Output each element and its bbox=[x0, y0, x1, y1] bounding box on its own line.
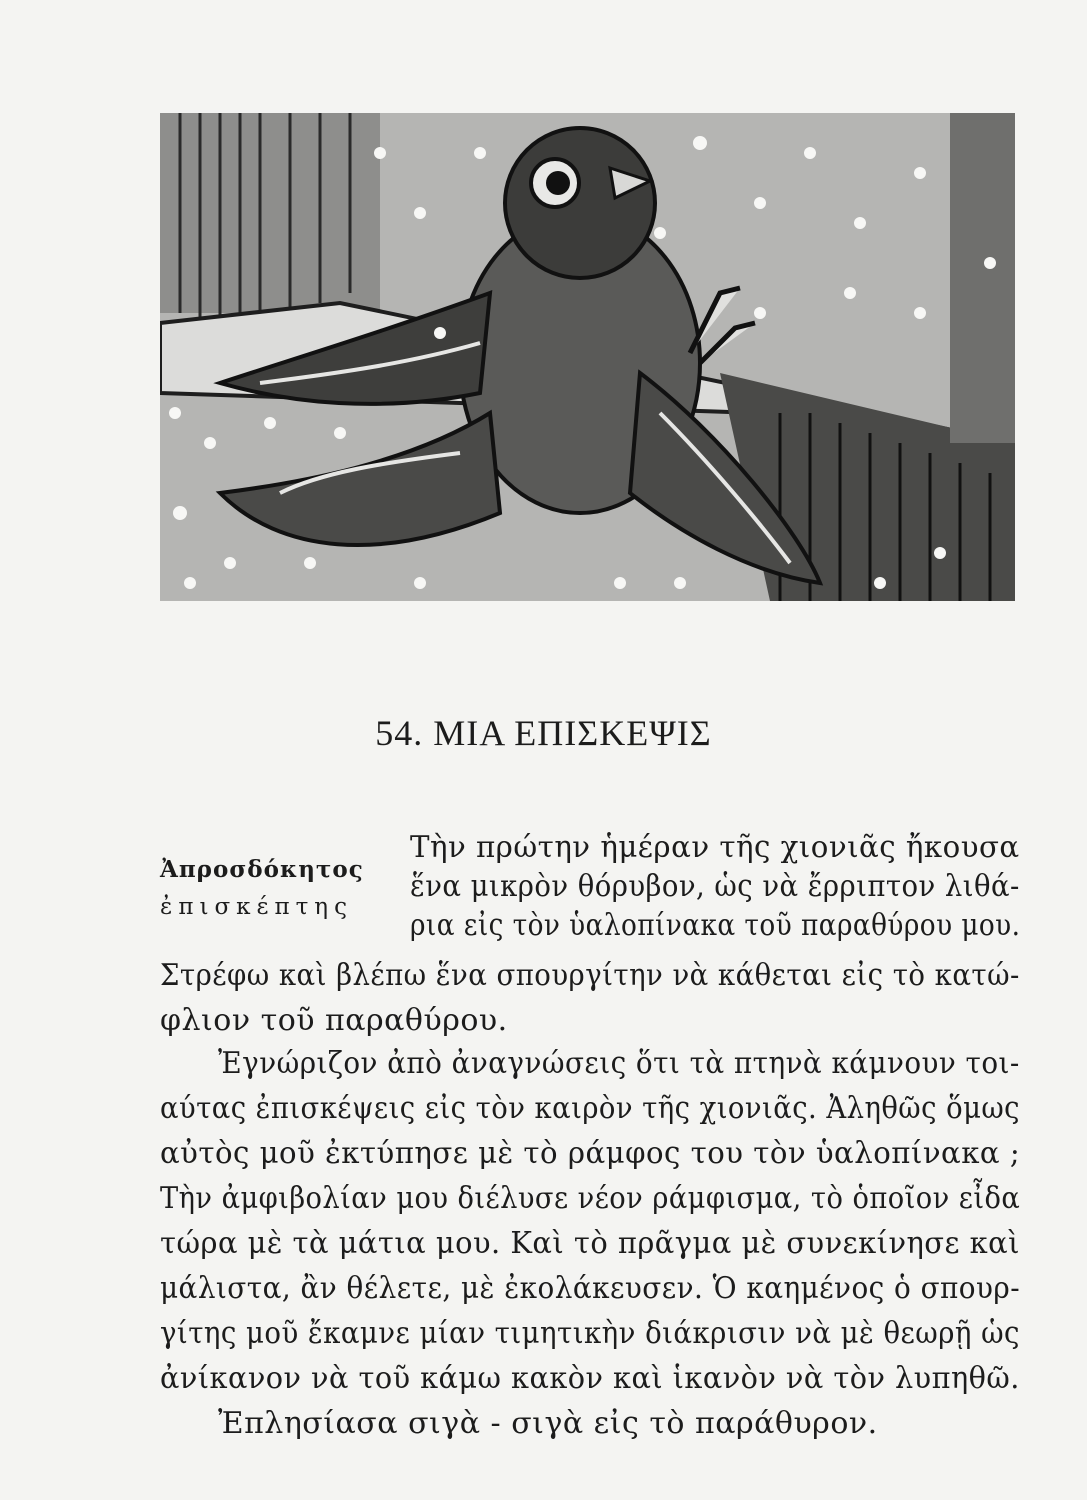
sparrow-in-snow-icon bbox=[160, 113, 1015, 601]
margin-note-line-2: ἐπισκέπτης bbox=[160, 894, 353, 920]
chapter-title: 54. ΜΙΑ ΕΠΙΣΚΕΨΙΣ bbox=[375, 713, 712, 753]
text-line: ἕνα μικρὸν θόρυβον, ὡς νὰ ἔρριπτον λιθά- bbox=[410, 869, 1020, 904]
text-line: ρια εἰς τὸν ὑαλοπίνακα τοῦ παραθύρου μου. bbox=[410, 908, 1021, 943]
sparrow-illustration bbox=[160, 113, 1015, 601]
text-line: τώρα μὲ τὰ μάτια μου. Καὶ τὸ πρᾶγμα μὲ συνεκίνησε καὶ bbox=[160, 1226, 1020, 1261]
text-line: αὐτὸς μοῦ ἐκτύπησε μὲ τὸ ράμφος του τὸν ὑαλοπίνακα ; bbox=[160, 1136, 1021, 1171]
margin-note-line-1: Ἀπροσδόκητος bbox=[160, 856, 364, 883]
text-line: Τὴν ἀμφιβολίαν μου διέλυσε νέον ράμφισμα, τὸ ὁποῖον εἶδα bbox=[160, 1181, 1021, 1216]
text-line: Ἐγνώριζον ἀπὸ ἀναγνώσεις ὅτι τὰ πτηνὰ κάμνουν τοι- bbox=[218, 1046, 1020, 1081]
text-line: μάλιστα, ἂν θέλετε, μὲ ἐκολάκευσεν. Ὁ καημένος ὁ σπουρ- bbox=[160, 1271, 1021, 1306]
text-line: φλιον τοῦ παραθύρου. bbox=[160, 1003, 508, 1038]
text-line: γίτης μοῦ ἔκαμνε μίαν τιμητικὴν διάκρισιν νὰ μὲ θεωρῇ ὡς bbox=[160, 1316, 1020, 1351]
text-line: ἀνίκανον νὰ τοῦ κάμω κακὸν καὶ ἱκανὸν νὰ τὸν λυπηθῶ. bbox=[160, 1361, 1020, 1396]
text-line: Στρέφω καὶ βλέπω ἕνα σπουργίτην νὰ κάθεται εἰς τὸ κατώ- bbox=[160, 958, 1020, 993]
text-line: Τὴν πρώτην ἡμέραν τῆς χιονιᾶς ἤκουσα bbox=[410, 830, 1020, 865]
text-line: αύτας ἐπισκέψεις εἰς τὸν καιρὸν τῆς χιονιᾶς. Ἀληθῶς ὅμως bbox=[160, 1091, 1020, 1126]
text-line: Ἐπλησίασα σιγὰ - σιγὰ εἰς τὸ παράθυρον. bbox=[218, 1406, 878, 1441]
